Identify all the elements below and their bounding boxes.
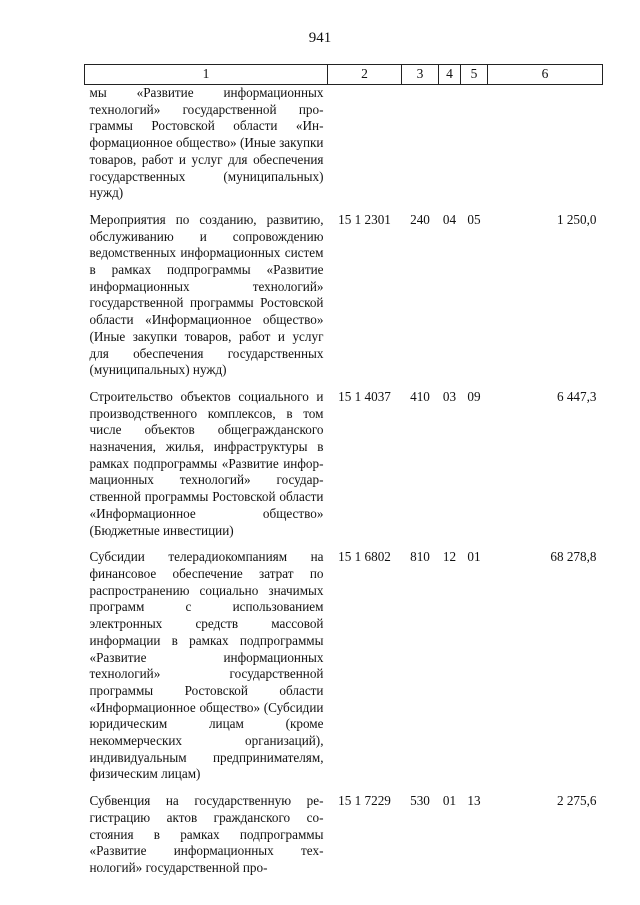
header-row — [85, 65, 603, 85]
row-description: мы «Развитие информационных технологий» государственной программы Ростовской области «Информационное общество» (Иные закупки товаров, работ и услуг для обеспечения государственных (муниципальных) нужд) — [89, 85, 324, 201]
table-row — [85, 85, 603, 202]
table-body — [85, 85, 603, 877]
table-row — [85, 202, 603, 379]
table-header — [85, 65, 603, 85]
header-col-6: 6 — [488, 65, 603, 85]
row-amount — [488, 85, 603, 202]
budget-table — [84, 64, 603, 877]
row-col4: 01 — [442, 793, 457, 809]
table-row — [85, 539, 603, 783]
header-col-5: 5 — [461, 65, 488, 85]
row-col3 — [402, 85, 439, 202]
row-col5 — [461, 85, 488, 202]
row-description: Мероприятия по созданию, развитию, обслуживанию и сопровождению ведомственных информационных систем в рамках подпрограммы «Развитие информационных технологий» государственной программы Ростовской области «Информационное общество» (Иные закупки товаров, работ и услуг для обеспечения государственных (муниципальных) нужд) — [89, 211, 324, 378]
header-col-3: 3 — [402, 65, 439, 85]
row-code: 15 1 6802 — [338, 549, 391, 565]
row-col3: 530 — [410, 793, 430, 809]
row-col3: 240 — [410, 211, 430, 227]
row-col5: 09 — [467, 388, 481, 404]
row-col5: 01 — [467, 549, 481, 565]
row-col4 — [439, 85, 461, 202]
row-description: Субвенция на государственную регистрацию актов гражданского состояния в рамках подпрограммы «Развитие информационных технологий» государственной про- — [89, 793, 324, 875]
row-code: 15 1 4037 — [338, 388, 391, 404]
header-col-4: 4 — [439, 65, 461, 85]
row-code: 15 1 2301 — [338, 211, 391, 227]
page-number: 941 — [308, 30, 332, 46]
row-amount: 1 250,0 — [556, 211, 597, 227]
row-amount: 2 275,6 — [556, 793, 597, 809]
row-col4: 04 — [442, 211, 457, 227]
row-col5: 05 — [467, 211, 481, 227]
row-amount: 68 278,8 — [550, 549, 597, 565]
row-amount: 6 447,3 — [556, 388, 597, 404]
row-description: Строительство объектов социального и производственного комплексов, в том числе объектов общегражданского назначения, жилья, инфраструктуры в рамках подпрограммы «Развитие информационных технологий» государственной программы Ростовской области «Информационное общество» (Бюджетные инвестиции) — [89, 388, 324, 538]
table-row — [85, 783, 603, 877]
row-code — [328, 85, 402, 202]
row-col4: 03 — [442, 388, 457, 404]
row-col4: 12 — [442, 549, 457, 565]
table-row — [85, 379, 603, 539]
row-code: 15 1 7229 — [338, 793, 391, 809]
row-col3: 410 — [410, 388, 430, 404]
header-col-2: 2 — [328, 65, 402, 85]
row-col3: 810 — [410, 549, 430, 565]
row-description: Субсидии телерадиокомпаниям на финансовое обеспечение затрат по распространению социально значимых программ с использованием электронных средств массовой информации в рамках подпрограммы «Развитие информационных технологий» государственной программы Ростовской области «Информационное общество» (Субсидии юридическим лицам (кроме некоммерческих организаций), индивидуальным предпринимателям, физическим лицам) — [89, 549, 324, 782]
row-col5: 13 — [467, 793, 481, 809]
header-col-1: 1 — [85, 65, 328, 85]
